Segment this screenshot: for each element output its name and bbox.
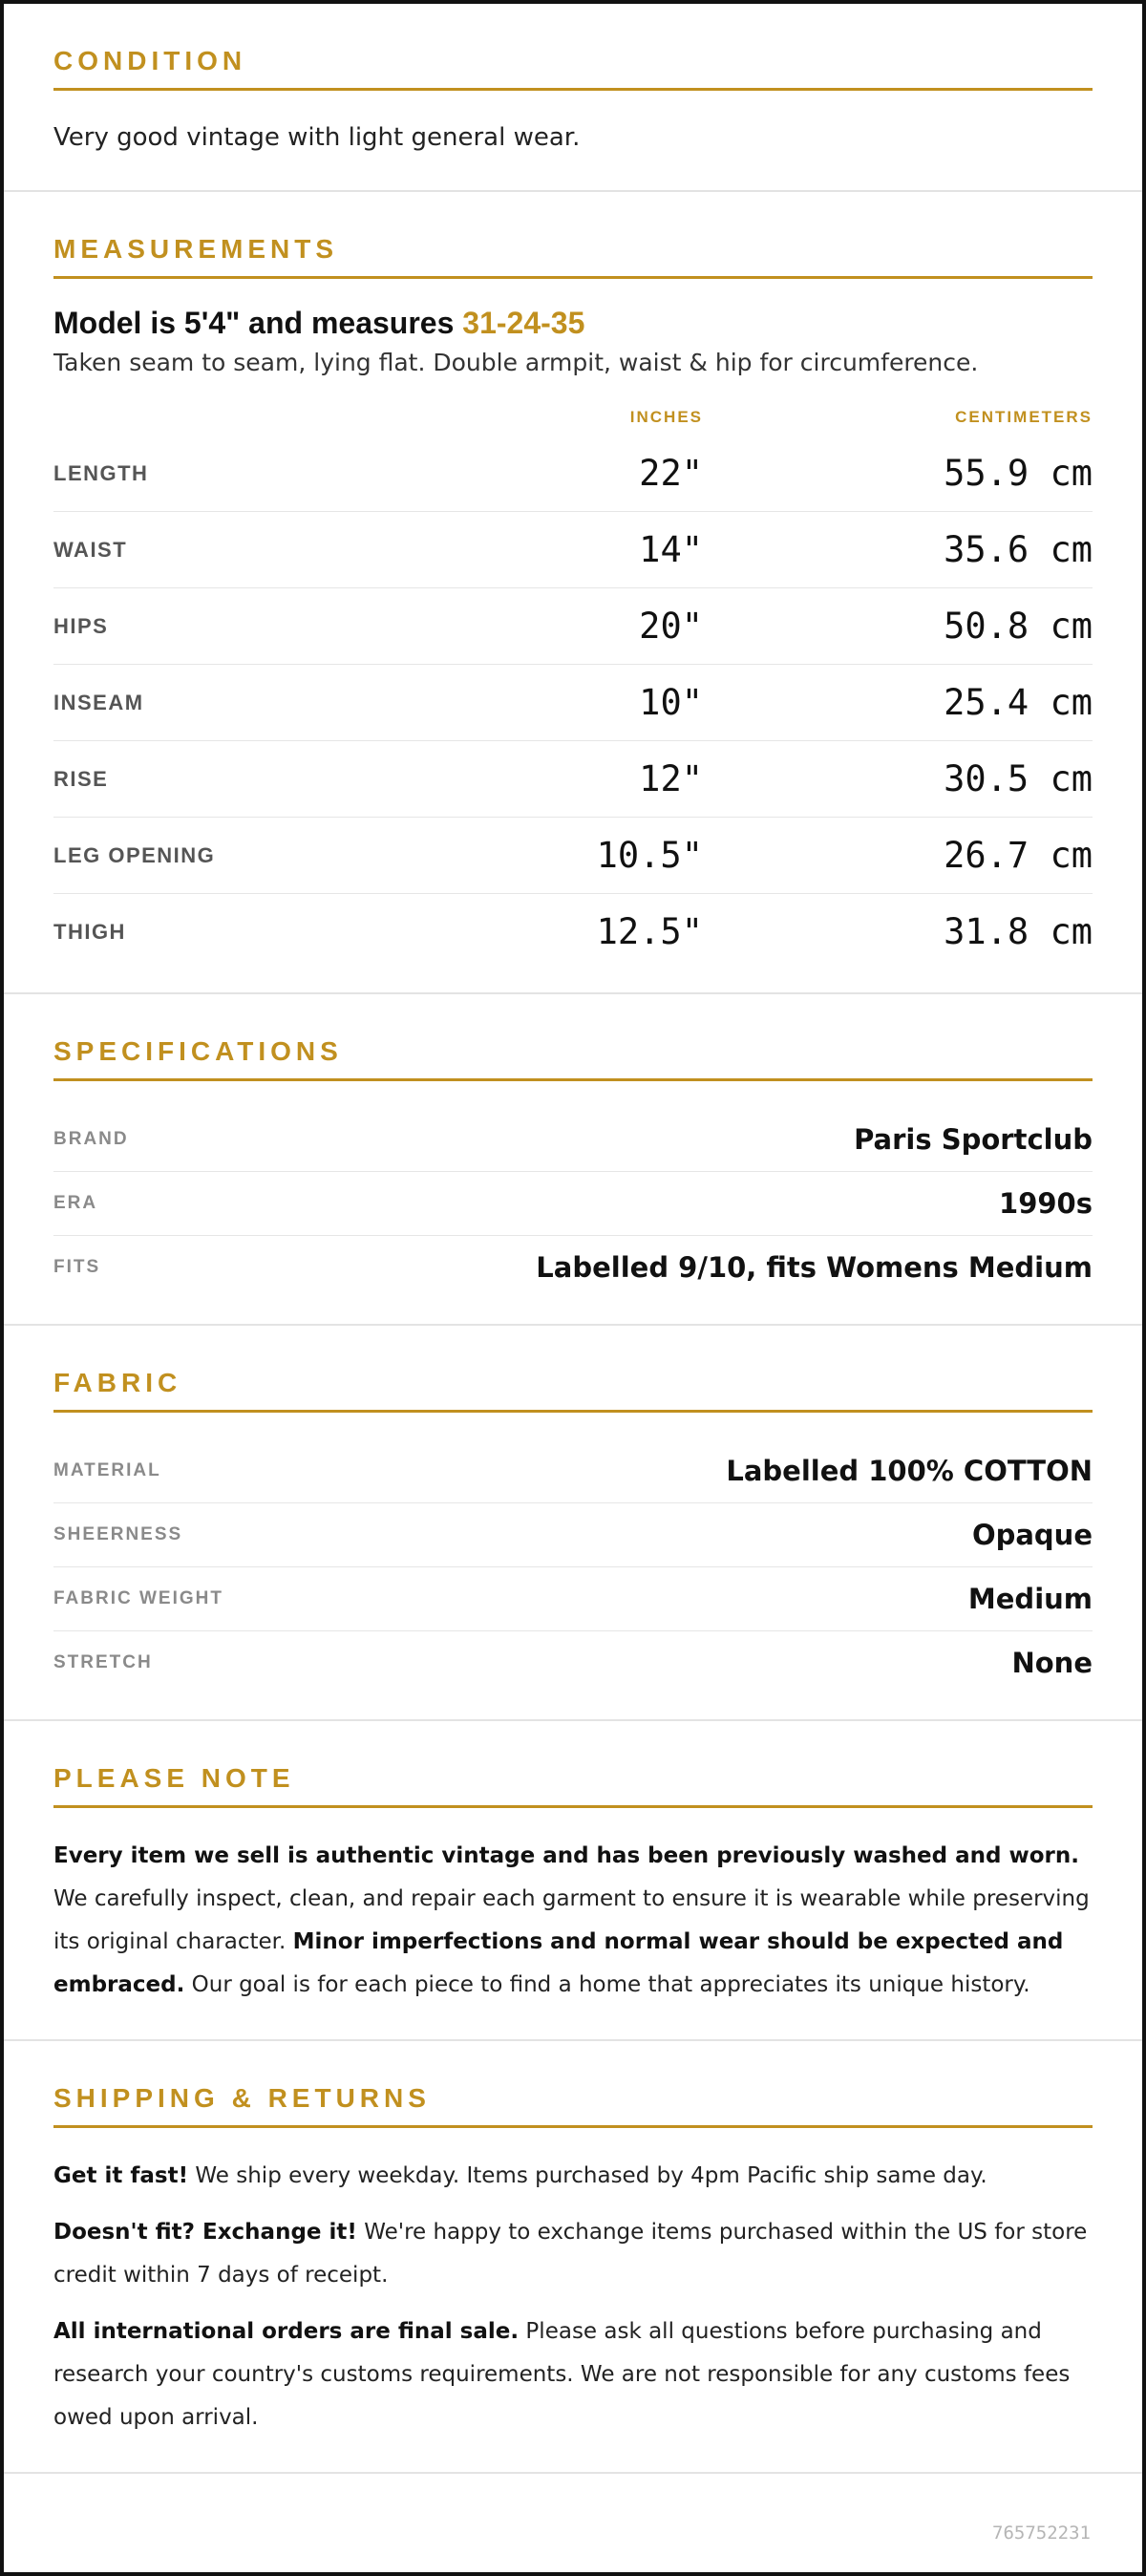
measurement-row-thigh: [53, 894, 1093, 969]
fabric-row-stretch: [53, 1631, 1093, 1694]
measurement-inches: 14": [639, 529, 703, 570]
measurement-label: LEG OPENING: [53, 842, 216, 867]
note-bold-2: Minor imperfections and normal wear should be expected and embraced.: [53, 1929, 1064, 1997]
measurement-note: Taken seam to seam, lying flat. Double armpit, waist & hip for circumference.: [53, 349, 979, 376]
shipping-heading: SHIPPING & RETURNS: [53, 2083, 1093, 2128]
model-measurements: [53, 306, 1093, 341]
shipping-text-3: Please ask all questions before purchasing and research your country's customs requirements. We are not responsible for any customs fees owed upon arrival.: [53, 2319, 1071, 2430]
measurement-row-inseam: [53, 665, 1093, 741]
fabric-key: MATERIAL: [53, 1460, 161, 1480]
shipping-text-1: We ship every weekday. Items purchased by 4pm Pacific ship same day.: [188, 2163, 987, 2188]
note-bold-1: Every item we sell is authentic vintage and has been previously washed and worn.: [53, 1843, 1079, 1868]
measurements-heading: MEASUREMENTS: [53, 234, 1093, 279]
measurement-label: WAIST: [53, 537, 128, 562]
measurement-row-waist: [53, 512, 1093, 588]
measurement-inches: 10.5": [596, 835, 703, 876]
specifications-list: [53, 1108, 1093, 1299]
measurements-table: [53, 399, 1093, 969]
measurements-section: [4, 192, 1142, 994]
measurement-inches: 20": [639, 606, 703, 647]
condition-heading: CONDITION: [53, 46, 1093, 91]
measurement-centimeters: 55.9 cm: [944, 453, 1093, 494]
fabric-key: SHEERNESS: [53, 1524, 183, 1544]
please-note-section: [4, 1721, 1142, 2041]
spec-key: ERA: [53, 1193, 98, 1213]
measurement-centimeters: 26.7 cm: [944, 835, 1093, 876]
please-note-text: [53, 1835, 1093, 2007]
measurement-inches: 22": [639, 453, 703, 494]
measurement-inches: 12.5": [596, 911, 703, 952]
measurement-row-length: [53, 436, 1093, 512]
note-text-2: Our goal is for each piece to find a home that appreciates its unique history.: [184, 1972, 1030, 1997]
product-id: 765752231: [992, 2523, 1091, 2544]
fabric-heading: FABRIC: [53, 1368, 1093, 1413]
fabric-key: STRETCH: [53, 1652, 153, 1672]
model-measures-value: 31-24-35: [462, 306, 585, 340]
measurement-label: THIGH: [53, 919, 126, 944]
note-text-1: We carefully inspect, clean, and repair each garment to ensure it is wearable while preserving its original character.: [53, 1886, 1090, 1954]
spec-key: FITS: [53, 1257, 101, 1277]
shipping-bold-3: All international orders are final sale.: [53, 2319, 520, 2344]
spec-key: BRAND: [53, 1129, 129, 1149]
measurement-label: RISE: [53, 766, 109, 791]
fabric-row-material: [53, 1439, 1093, 1503]
shipping-text-2: We're happy to exchange items purchased within the US for store credit within 7 days of receipt.: [53, 2220, 1088, 2288]
measurement-centimeters: 25.4 cm: [944, 682, 1093, 723]
shipping-paragraph-2: [53, 2211, 1093, 2297]
measurement-inches: 10": [639, 682, 703, 723]
measurement-inches: 12": [639, 758, 703, 799]
fabric-row-fabric-weight: [53, 1567, 1093, 1631]
fabric-value: Opaque: [971, 1519, 1093, 1551]
header-inches: INCHES: [629, 408, 703, 426]
measurement-row-hips: [53, 588, 1093, 665]
shipping-paragraph-3: [53, 2310, 1093, 2439]
fabric-list: [53, 1439, 1093, 1694]
spec-value: 1990s: [999, 1187, 1093, 1220]
fabric-value: None: [1011, 1647, 1093, 1679]
fabric-row-sheerness: [53, 1503, 1093, 1567]
measurement-label: LENGTH: [53, 460, 149, 485]
measurement-label: INSEAM: [53, 690, 144, 714]
fabric-key: FABRIC WEIGHT: [53, 1588, 223, 1608]
spec-row-fits: [53, 1236, 1093, 1299]
measurement-centimeters: 50.8 cm: [944, 606, 1093, 647]
measurement-row-leg-opening: [53, 818, 1093, 894]
fabric-section: [4, 1326, 1142, 1721]
shipping-bold-1: Get it fast!: [53, 2163, 189, 2188]
spec-row-era: [53, 1172, 1093, 1236]
shipping-section: [4, 2041, 1142, 2474]
spec-row-brand: [53, 1108, 1093, 1172]
shipping-bold-2: Doesn't fit? Exchange it!: [53, 2220, 357, 2245]
fabric-value: Labelled 100% COTTON: [726, 1455, 1093, 1487]
spec-value: Paris Sportclub: [854, 1123, 1093, 1156]
measurement-centimeters: 31.8 cm: [944, 911, 1093, 952]
please-note-heading: PLEASE NOTE: [53, 1763, 1093, 1808]
measurement-row-rise: [53, 741, 1093, 818]
measurement-centimeters: 30.5 cm: [944, 758, 1093, 799]
shipping-paragraph-1: [53, 2155, 1093, 2198]
specifications-section: [4, 994, 1142, 1326]
condition-text: Very good vintage with light general wear.: [53, 123, 581, 152]
condition-section: [4, 4, 1142, 192]
measurement-label: HIPS: [53, 613, 109, 638]
fabric-value: Medium: [967, 1583, 1093, 1615]
measurement-centimeters: 35.6 cm: [944, 529, 1093, 570]
spec-value: Labelled 9/10, fits Womens Medium: [536, 1251, 1093, 1284]
measurements-table-header: [53, 399, 1093, 436]
specifications-heading: SPECIFICATIONS: [53, 1036, 1093, 1081]
header-centimeters: CENTIMETERS: [955, 408, 1093, 426]
model-prefix: Model is 5'4" and measures: [53, 306, 455, 340]
